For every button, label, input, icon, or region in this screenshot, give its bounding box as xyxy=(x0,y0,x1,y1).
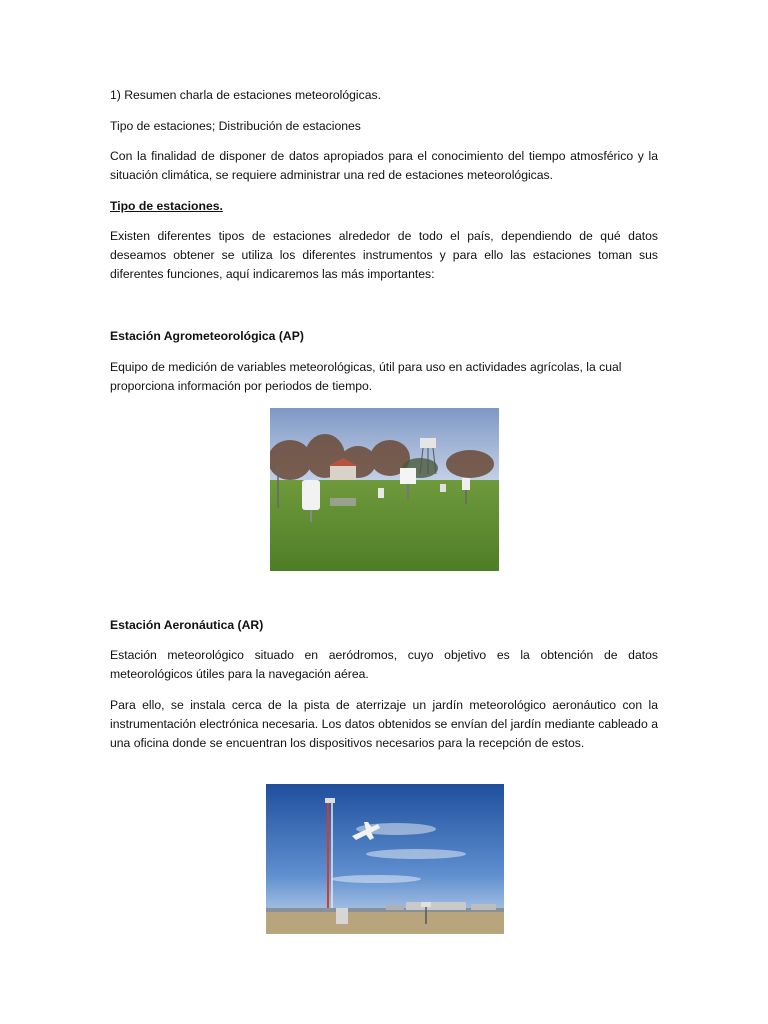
section-paragraph: Existen diferentes tipos de estaciones alrededor de todo el país, dependiendo de qué datos deseamos obtener se utiliza los diferentes instrumentos y para ello las estaciones toman sus diferentes funciones, aquí indicaremos las más importantes: xyxy=(110,229,658,281)
station-ap-heading: Estación Agrometeorológica (AP) xyxy=(110,329,304,343)
intro-paragraph: Con la finalidad de disponer de datos apropiados para el conocimiento del tiempo atmosférico y la situación climática, se requiere administrar una red de estaciones meteorológicas. xyxy=(110,149,658,182)
aeronautical-station-photo xyxy=(266,784,504,934)
station-ar-heading: Estación Aeronáutica (AR) xyxy=(110,618,264,632)
station-ar-paragraph-2: Para ello, se instala cerca de la pista de aterrizaje un jardín meteorológico aeronáutico con la instrumentación electrónica necesaria. Los datos obtenidos se envían del jardín mediante cableado a una oficina donde se encuentran los dispositivos necesarios para la recepción de estos. xyxy=(110,698,658,750)
section-heading: Tipo de estaciones. xyxy=(110,199,223,213)
document-subtitle: Tipo de estaciones; Distribución de estaciones xyxy=(110,119,361,133)
agrometeorological-station-photo xyxy=(270,408,499,571)
station-ar-paragraph-1: Estación meteorológico situado en aeródromos, cuyo objetivo es la obtención de datos meteorológicos útiles para la navegación aérea. xyxy=(110,648,658,681)
document-title: 1) Resumen charla de estaciones meteorológicas. xyxy=(110,88,381,102)
station-ap-paragraph: Equipo de medición de variables meteorológicas, útil para uso en actividades agrícolas, la cual proporciona información por periodos de tiempo. xyxy=(110,360,622,393)
